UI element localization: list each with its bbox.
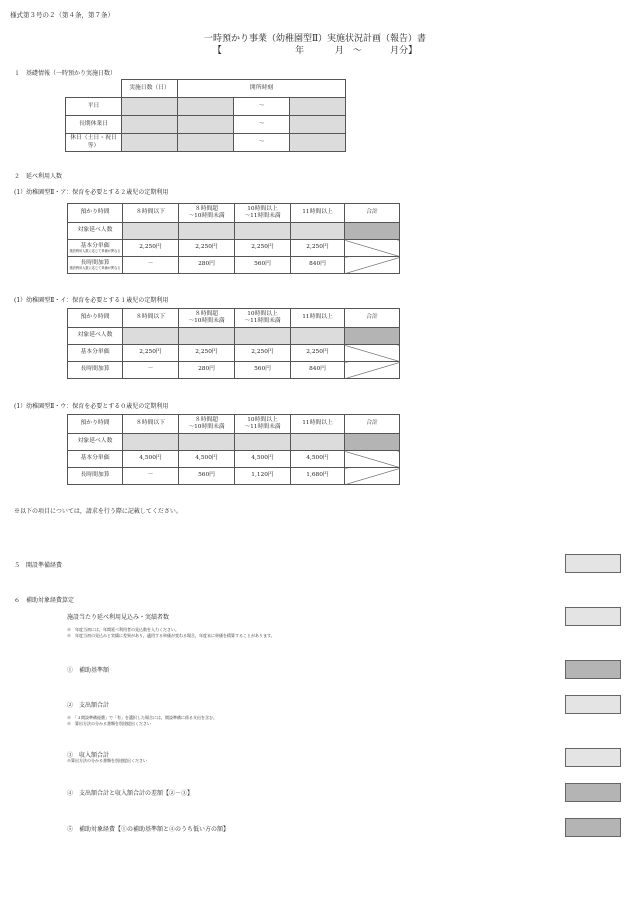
- persons-cell[interactable]: [291, 223, 345, 240]
- tilde: ～: [234, 98, 290, 116]
- item3-label: ③ 収入額合計: [67, 752, 110, 759]
- base-price-label: [68, 345, 123, 362]
- persons-total-cell: [345, 434, 400, 451]
- usage-table-caption: (1）幼稚園型Ⅱ・ア：保育を必要とする２歳児の定期利用: [14, 189, 169, 196]
- difference-field: [565, 783, 621, 802]
- long-hours-label: [68, 468, 123, 485]
- col-8-10h-line2: ～10時間未満: [188, 424, 225, 430]
- long-hours-text: 長時間加算: [80, 366, 110, 373]
- row-holiday: 休日（土日・祝日等）: [66, 134, 122, 152]
- weekday-close-cell[interactable]: [290, 98, 346, 116]
- base-price-value: 2,250円: [123, 240, 179, 257]
- persons-cell[interactable]: [235, 434, 291, 451]
- corner-blank: [66, 80, 122, 98]
- base-price-value: 4,500円: [179, 451, 235, 468]
- usage-table: [67, 203, 400, 274]
- long-hours-value: 840円: [291, 257, 345, 274]
- long-hours-value: 840円: [291, 362, 345, 379]
- base-price-label: [68, 451, 123, 468]
- estimate-note-2: ※ 年度当初の見込みと実績に差異があり，適用する単価が変わる場合，年度末に単価を精算することがあります。: [67, 633, 275, 638]
- base-price-text: 基本分単価: [80, 349, 110, 356]
- persons-label: 対象延べ人数: [68, 223, 123, 240]
- col-10-11h: [235, 204, 291, 223]
- month-label: 月 ～: [334, 46, 362, 56]
- long-hours-value: －: [123, 468, 179, 485]
- persons-cell[interactable]: [123, 434, 179, 451]
- base-price-value: 2,250円: [179, 240, 235, 257]
- usage-table: [67, 308, 400, 379]
- month-end-label: 月分】: [390, 46, 418, 56]
- col-11h-or-more: 11時間以上: [291, 204, 345, 223]
- base-price-value: 2,250円: [291, 345, 345, 362]
- col-10-11h-line2: ～11時間未満: [244, 213, 281, 219]
- item3-note: ※算出方法の分かる書類を別途提出ください: [67, 758, 147, 763]
- long-hours-value: 1,680円: [291, 468, 345, 485]
- col-total: 合計: [345, 415, 400, 434]
- vacation-close-cell[interactable]: [290, 116, 346, 134]
- long-hours-value: 560円: [235, 257, 291, 274]
- long-hours-value: －: [123, 257, 179, 274]
- section1-heading: １ 基礎情報（一時預かり実施日数）: [14, 70, 117, 77]
- usage-table: [67, 414, 400, 485]
- expense-total-field[interactable]: [565, 695, 621, 714]
- col-11h-or-more: 11時間以上: [291, 415, 345, 434]
- setup-cost-field[interactable]: [565, 554, 621, 573]
- long-hours-value: 1,120円: [235, 468, 291, 485]
- base-price-value: 2,250円: [235, 345, 291, 362]
- base-total-slashed: [345, 240, 400, 257]
- item2-label: ② 支出額合計: [67, 702, 110, 709]
- col-10-11h-line1: 10時間以上: [247, 310, 278, 317]
- persons-cell[interactable]: [291, 328, 345, 345]
- vacation-days-cell[interactable]: [122, 116, 178, 134]
- persons-cell[interactable]: [179, 434, 235, 451]
- basic-info-table: [65, 79, 346, 152]
- weekday-days-cell[interactable]: [122, 98, 178, 116]
- col-8-10h-line2: ～10時間未満: [188, 318, 225, 324]
- subsidy-standard-field: [565, 660, 621, 679]
- col-8-10h: [179, 309, 235, 328]
- time-header: 預かり時間: [68, 204, 123, 223]
- long-total-slashed: [345, 362, 400, 379]
- long-hours-value: 280円: [179, 362, 235, 379]
- form-number: 様式第３号の２（第４条，第７条）: [10, 11, 114, 19]
- base-price-value: 4,500円: [291, 451, 345, 468]
- base-price-value: 2,250円: [123, 345, 179, 362]
- tilde: ～: [234, 134, 290, 152]
- usage-table-caption: (1）幼稚園型Ⅱ・イ：保育を必要とする１歳児の定期利用: [14, 297, 169, 304]
- long-hours-value: 280円: [179, 257, 235, 274]
- base-price-value: 2,250円: [291, 240, 345, 257]
- estimate-note-1: ※ 年度当初には，年間延べ利用者の見込数を入力ください。: [67, 627, 179, 632]
- col-8h-or-less: ８時間以下: [123, 204, 179, 223]
- long-hours-note: 施設利用人数に応じて単価が異なる: [69, 265, 121, 270]
- time-header: 預かり時間: [68, 309, 123, 328]
- col-days-header: 実施日数（日）: [122, 80, 178, 98]
- section6-heading: ６ 補助対象経費算定: [14, 597, 75, 604]
- weekday-open-cell[interactable]: [178, 98, 234, 116]
- section5-heading: ５ 開設準備経費: [14, 562, 63, 569]
- persons-cell[interactable]: [179, 328, 235, 345]
- col-hours-header: 開所時刻: [178, 80, 346, 98]
- base-price-note: 施設利用人数に応じて単価が異なる: [69, 248, 121, 253]
- document-title: 一時預かり事業（幼稚園型Ⅱ）実施状況計画（報告）書: [203, 34, 427, 44]
- col-8h-or-less: ８時間以下: [123, 309, 179, 328]
- report-period: [0, 43, 630, 56]
- vacation-open-cell[interactable]: [178, 116, 234, 134]
- notice-text: ※以下の項目については，請求を行う際に記載してください。: [14, 508, 182, 515]
- income-total-field[interactable]: [565, 748, 621, 767]
- col-10-11h: [235, 415, 291, 434]
- item4-label: ④ 支出額合計と収入額合計の差額【②－③】: [67, 790, 194, 797]
- col-10-11h-line1: 10時間以上: [247, 416, 278, 423]
- time-header: 預かり時間: [68, 415, 123, 434]
- persons-cell[interactable]: [123, 223, 179, 240]
- col-8-10h-line1: ８時間超: [194, 310, 219, 317]
- col-total: 合計: [345, 309, 400, 328]
- base-price-value: 4,500円: [235, 451, 291, 468]
- persons-label: 対象延べ人数: [68, 434, 123, 451]
- persons-label: 対象延べ人数: [68, 328, 123, 345]
- persons-cell[interactable]: [235, 223, 291, 240]
- tilde: ～: [234, 116, 290, 134]
- col-11h-or-more: 11時間以上: [291, 309, 345, 328]
- persons-total-cell: [345, 223, 400, 240]
- year-label: 年: [295, 46, 305, 56]
- persons-cell[interactable]: [235, 328, 291, 345]
- col-total: 合計: [345, 204, 400, 223]
- base-total-slashed: [345, 451, 400, 468]
- item5-label: ⑤ 補助対象経費【①の補助基準額と④のうち低い方の額】: [67, 826, 230, 833]
- col-8-10h-line2: ～10時間未満: [188, 213, 225, 219]
- item2-note-2: ※ 算出方法の分かる書類を別途提出ください: [67, 721, 151, 726]
- item1-label: ① 補助基準額: [67, 667, 110, 674]
- period-open: 【: [212, 46, 222, 56]
- long-hours-value: 560円: [235, 362, 291, 379]
- base-total-slashed: [345, 345, 400, 362]
- estimate-label: 施設当たり延べ利用見込み・実績者数: [67, 614, 170, 621]
- base-price-value: 2,250円: [179, 345, 235, 362]
- col-8-10h-line1: ８時間超: [194, 416, 219, 423]
- base-price-label: [68, 240, 123, 257]
- col-8-10h: [179, 204, 235, 223]
- long-hours-text: 長時間加算: [80, 472, 110, 479]
- col-10-11h-line1: 10時間以上: [247, 205, 278, 212]
- persons-cell[interactable]: [179, 223, 235, 240]
- usage-table-caption: (1）幼稚園型Ⅱ・ウ：保育を必要とする０歳児の定期利用: [14, 403, 169, 410]
- col-10-11h-line2: ～11時間未満: [244, 318, 281, 324]
- col-8-10h-line1: ８時間超: [194, 205, 219, 212]
- persons-cell[interactable]: [291, 434, 345, 451]
- holiday-days-cell[interactable]: [122, 134, 178, 152]
- subsidy-target-field: [565, 818, 621, 837]
- base-price-text: 基本分単価: [80, 242, 110, 249]
- long-hours-value: －: [123, 362, 179, 379]
- long-hours-label: [68, 257, 123, 274]
- col-8h-or-less: ８時間以下: [123, 415, 179, 434]
- holiday-close-cell[interactable]: [290, 134, 346, 152]
- item2-note-1: ※ 「４開設準備経費」で「有」を選択した場合には，開設準備に係る支出を含む。: [67, 715, 217, 720]
- section2-heading: ２ 延べ利用人数: [14, 173, 63, 180]
- holiday-open-cell[interactable]: [178, 134, 234, 152]
- base-price-value: 2,250円: [235, 240, 291, 257]
- col-10-11h: [235, 309, 291, 328]
- long-hours-text: 長時間加算: [80, 259, 110, 266]
- long-total-slashed: [345, 257, 400, 274]
- col-8-10h: [179, 415, 235, 434]
- persons-cell[interactable]: [123, 328, 179, 345]
- base-price-value: 4,500円: [123, 451, 179, 468]
- estimate-field[interactable]: [565, 607, 621, 626]
- persons-total-cell: [345, 328, 400, 345]
- col-10-11h-line2: ～11時間未満: [244, 424, 281, 430]
- long-total-slashed: [345, 468, 400, 485]
- row-weekday: 平日: [66, 98, 122, 116]
- base-price-text: 基本分単価: [80, 455, 110, 462]
- row-long-vacation: 長期休業日: [66, 116, 122, 134]
- long-hours-label: [68, 362, 123, 379]
- long-hours-value: 560円: [179, 468, 235, 485]
